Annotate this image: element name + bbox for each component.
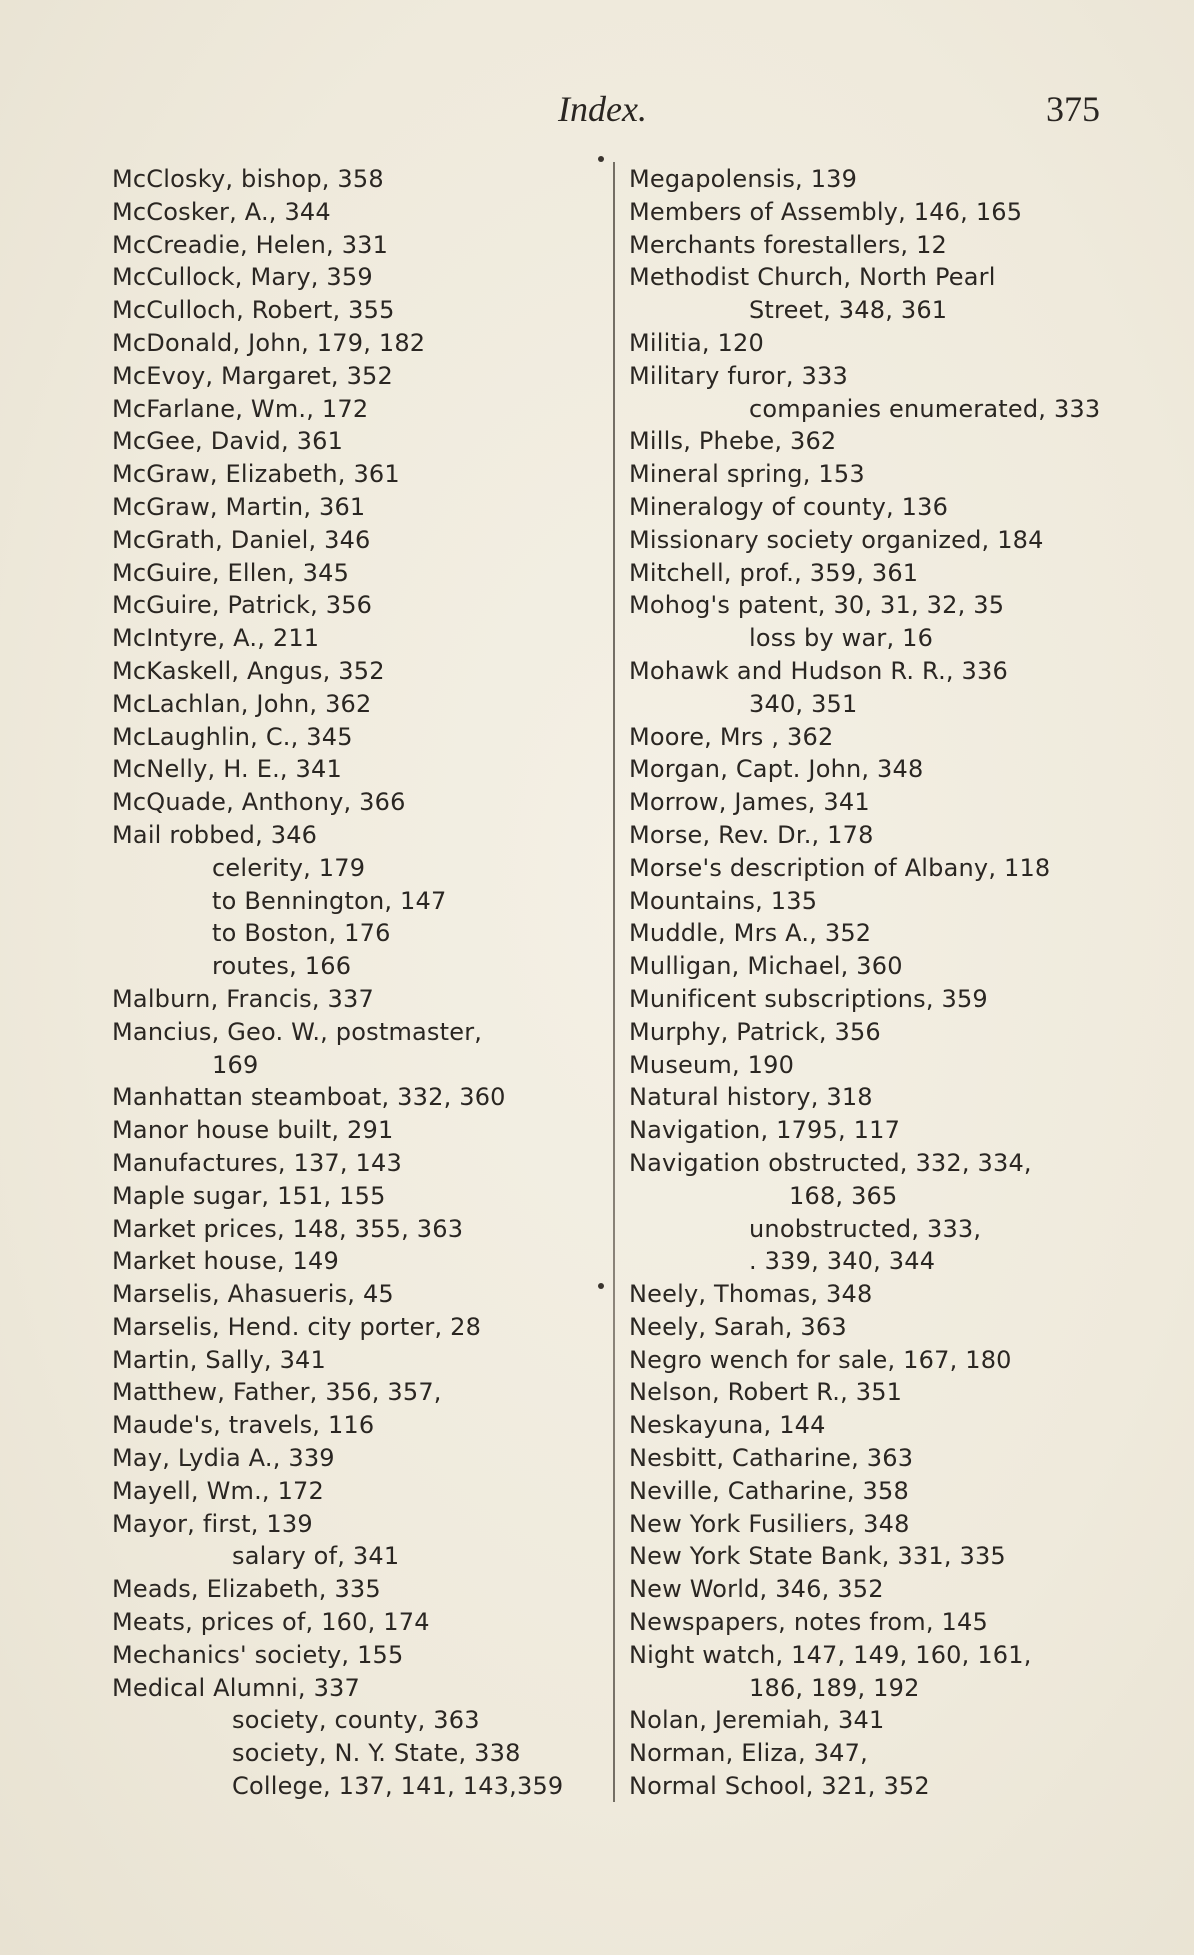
index-entry: McQuade, Anthony, 366: [112, 788, 406, 817]
index-entry: New York Fusiliers, 348: [629, 1509, 910, 1538]
index-subentry: Street, 348, 361: [749, 296, 948, 325]
index-subentry: to Bennington, 147: [212, 886, 447, 915]
index-entry: Murphy, Patrick, 356: [629, 1017, 881, 1046]
index-entry: Mayell, Wm., 172: [112, 1476, 324, 1505]
index-entry: Marselis, Ahasueris, 45: [112, 1280, 394, 1309]
index-entry: McCreadie, Helen, 331: [112, 230, 389, 259]
index-entry: McClosky, bishop, 358: [112, 165, 384, 193]
index-subentry: celerity, 179: [212, 853, 366, 882]
index-entry: Morse's description of Albany, 118: [629, 853, 1051, 882]
index-entry: McGee, David, 361: [112, 427, 344, 456]
index-entry: McIntyre, A., 211: [112, 624, 320, 653]
index-entry: Manor house built, 291: [112, 1116, 394, 1145]
index-entry: Neely, Thomas, 348: [629, 1280, 873, 1309]
index-entry: Morse, Rev. Dr., 178: [629, 820, 874, 849]
print-mark: [598, 1283, 604, 1289]
index-entry: Maude's, travels, 116: [112, 1411, 375, 1440]
index-subentry: . 339, 340, 344: [749, 1247, 936, 1276]
index-subentry: society, N. Y. State, 338: [232, 1739, 521, 1768]
index-entry: Megapolensis, 139: [629, 165, 858, 193]
index-entry: Malburn, Francis, 337: [112, 984, 374, 1013]
index-entry: May, Lydia A., 339: [112, 1444, 335, 1473]
index-entry: Medical Alumni, 337: [112, 1673, 360, 1702]
index-entry: Martin, Sally, 341: [112, 1345, 326, 1374]
index-entry: Mail robbed, 346: [112, 820, 318, 849]
running-title: Index.: [558, 89, 647, 129]
column-divider: [613, 162, 615, 1802]
index-subentry: to Boston, 176: [212, 919, 391, 948]
index-entry: Normal School, 321, 352: [629, 1772, 930, 1801]
index-entry: McCulloch, Robert, 355: [112, 296, 395, 325]
index-entry: Newspapers, notes from, 145: [629, 1608, 988, 1637]
index-entry: Mills, Phebe, 362: [629, 427, 837, 456]
index-entry: Moore, Mrs , 362: [629, 722, 834, 751]
index-entry: McGraw, Martin, 361: [112, 492, 366, 521]
index-entry: New York State Bank, 331, 335: [629, 1542, 1006, 1571]
index-entry: Maple sugar, 151, 155: [112, 1181, 386, 1210]
index-entry: Mineral spring, 153: [629, 460, 865, 489]
index-subentry: unobstructed, 333,: [749, 1214, 982, 1243]
index-entry: Navigation obstructed, 332, 334,: [629, 1148, 1032, 1177]
index-entry: Military furor, 333: [629, 361, 848, 390]
index-entry: McFarlane, Wm., 172: [112, 394, 369, 423]
page-header: [0, 88, 1194, 138]
index-entry: Mohog's patent, 30, 31, 32, 35: [629, 591, 1005, 620]
index-entry: Mountains, 135: [629, 886, 818, 915]
index-entry: Missionary society organized, 184: [629, 525, 1044, 554]
print-mark: [598, 156, 604, 162]
index-subentry: College, 137, 141, 143,359: [232, 1772, 564, 1801]
index-column-right: [629, 163, 1119, 1803]
index-entry: Night watch, 147, 149, 160, 161,: [629, 1640, 1032, 1669]
index-entry: Neskayuna, 144: [629, 1411, 826, 1440]
index-entry: Museum, 190: [629, 1050, 795, 1079]
index-entry: Nesbitt, Catharine, 363: [629, 1444, 914, 1473]
index-entry: Market house, 149: [112, 1247, 339, 1276]
index-entry: Neville, Catharine, 358: [629, 1476, 909, 1505]
page-number: 375: [1046, 89, 1100, 129]
index-entry: Morrow, James, 341: [629, 788, 870, 817]
index-subentry: 186, 189, 192: [749, 1673, 920, 1702]
index-entry: Mechanics' society, 155: [112, 1640, 404, 1669]
index-entry: New World, 346, 352: [629, 1575, 884, 1604]
index-entry: Munificent subscriptions, 359: [629, 984, 988, 1013]
index-entry: Nelson, Robert R., 351: [629, 1378, 903, 1407]
index-entry: Mitchell, prof., 359, 361: [629, 558, 919, 587]
index-entry: McLaughlin, C., 345: [112, 722, 353, 751]
index-subentry: salary of, 341: [232, 1542, 400, 1571]
index-subentry: routes, 166: [212, 952, 352, 981]
index-entry: McLachlan, John, 362: [112, 689, 372, 718]
index-entry: McCosker, A., 344: [112, 197, 331, 226]
index-entry: Militia, 120: [629, 328, 764, 357]
index-entry: Mineralogy of county, 136: [629, 492, 949, 521]
index-entry: McGuire, Ellen, 345: [112, 558, 350, 587]
index-entry: Matthew, Father, 356, 357,: [112, 1378, 442, 1407]
index-entry: Morgan, Capt. John, 348: [629, 755, 924, 784]
index-entry: Norman, Eliza, 347,: [629, 1739, 868, 1768]
index-entry: Market prices, 148, 355, 363: [112, 1214, 464, 1243]
index-subentry: society, county, 363: [232, 1706, 480, 1735]
index-entry: Muddle, Mrs A., 352: [629, 919, 872, 948]
index-entry: Members of Assembly, 146, 165: [629, 197, 1023, 226]
index-entry: McCullock, Mary, 359: [112, 263, 373, 292]
index-entry: McGuire, Patrick, 356: [112, 591, 373, 620]
index-entry: McKaskell, Angus, 352: [112, 656, 385, 685]
index-entry: McDonald, John, 179, 182: [112, 328, 426, 357]
index-entry: Mayor, first, 139: [112, 1509, 313, 1538]
index-entry: Navigation, 1795, 117: [629, 1116, 901, 1145]
index-subentry: 169: [212, 1050, 259, 1079]
index-entry: Meads, Elizabeth, 335: [112, 1575, 381, 1604]
index-entry: McGraw, Elizabeth, 361: [112, 460, 400, 489]
index-entry: Methodist Church, North Pearl: [629, 263, 996, 292]
index-entry: Mohawk and Hudson R. R., 336: [629, 656, 1008, 685]
index-entry: McEvoy, Margaret, 352: [112, 361, 393, 390]
index-entry: Natural history, 318: [629, 1083, 873, 1112]
index-entry: Marselis, Hend. city porter, 28: [112, 1312, 482, 1341]
index-entry: Manufactures, 137, 143: [112, 1148, 402, 1177]
index-entry: McGrath, Daniel, 346: [112, 525, 371, 554]
index-subentry: 168, 365: [789, 1181, 898, 1210]
index-entry: McNelly, H. E., 341: [112, 755, 342, 784]
index-entry: Mancius, Geo. W., postmaster,: [112, 1017, 483, 1046]
index-subentry: companies enumerated, 333: [749, 394, 1101, 423]
index-entry: Negro wench for sale, 167, 180: [629, 1345, 1012, 1374]
index-entry: Mulligan, Michael, 360: [629, 952, 903, 981]
index-entry: Neely, Sarah, 363: [629, 1312, 847, 1341]
index-subentry: loss by war, 16: [749, 624, 934, 653]
index-column-left: [112, 163, 612, 1803]
index-subentry: 340, 351: [749, 689, 858, 718]
index-entry: Nolan, Jeremiah, 341: [629, 1706, 885, 1735]
index-entry: Manhattan steamboat, 332, 360: [112, 1083, 506, 1112]
index-entry: Meats, prices of, 160, 174: [112, 1608, 430, 1637]
index-entry: Merchants forestallers, 12: [629, 230, 948, 259]
